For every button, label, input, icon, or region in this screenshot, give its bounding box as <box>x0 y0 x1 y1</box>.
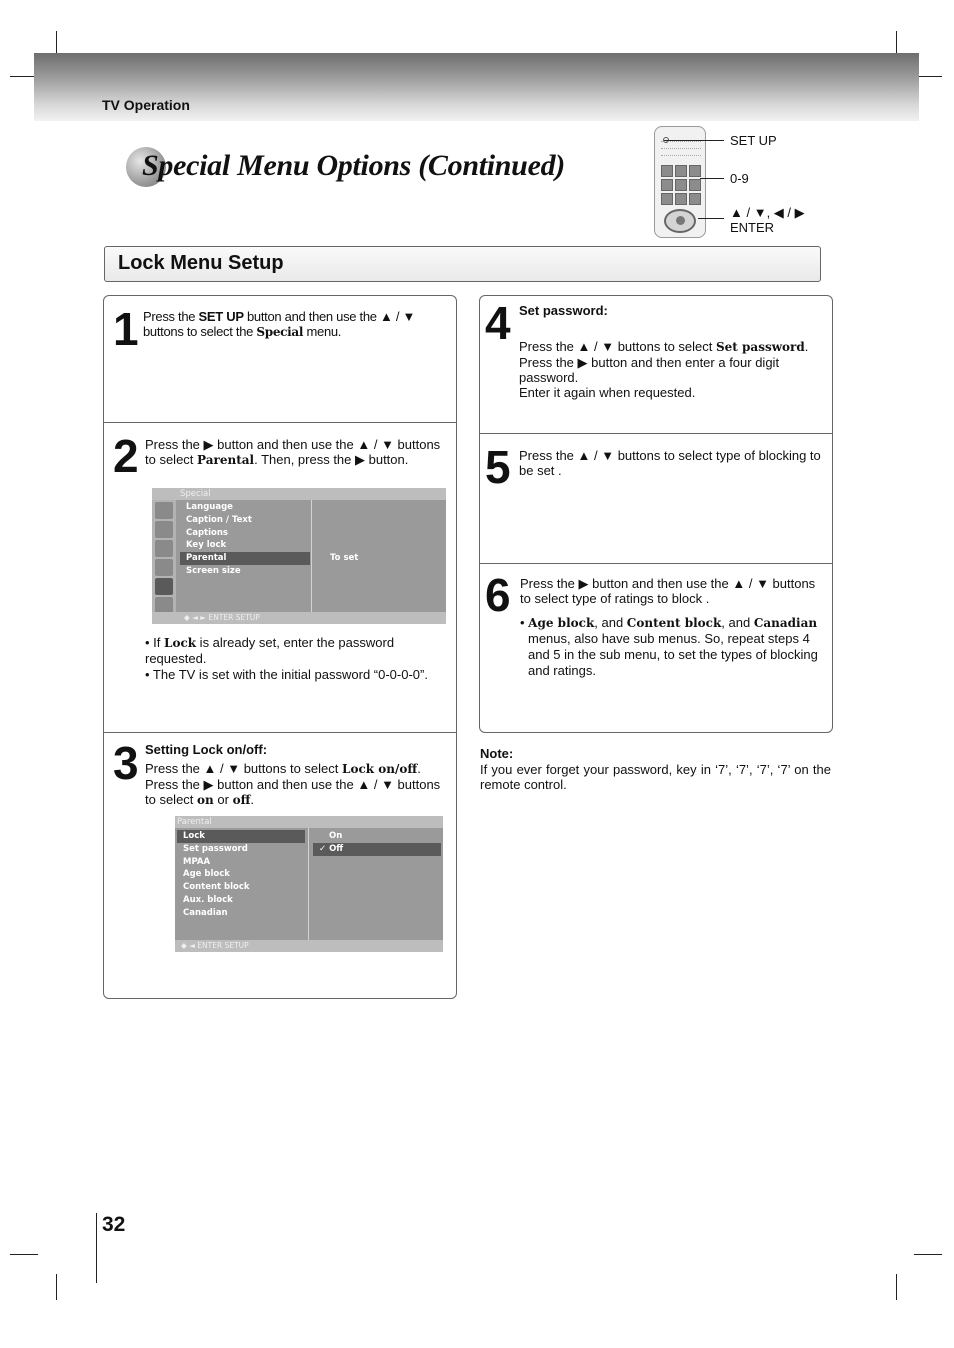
step-3-number: 3 <box>113 737 137 789</box>
step-6-text: Press the ▶ button and then use the ▲ / ▼ buttons to select type of ratings to block . <box>520 576 816 606</box>
step-4-heading: Set password: <box>519 303 608 318</box>
page-number: 32 <box>102 1213 126 1236</box>
osd-menu-item-selected: Lock <box>177 830 305 843</box>
osd-menu-item: Caption / Text <box>186 514 252 525</box>
osd-menu-item: Screen size <box>186 565 241 576</box>
page-title: Special Menu Options (Continued) <box>142 149 565 182</box>
crop-mark <box>56 1274 57 1300</box>
step-divider <box>104 422 456 423</box>
step-divider <box>480 563 832 564</box>
callout-line <box>664 140 724 141</box>
osd-menu-item: Captions <box>186 527 228 538</box>
remote-row <box>661 155 701 158</box>
osd-menu-item: Canadian <box>183 907 228 918</box>
osd-separator <box>311 500 312 612</box>
callout-setup-label: SET UP <box>730 133 777 148</box>
osd-menu-item: Language <box>186 502 233 512</box>
step-2-bullet-1: • If Lock is already set, enter the password requested. <box>145 635 395 666</box>
special-menu-osd <box>152 488 446 624</box>
note-heading: Note: <box>480 746 514 761</box>
step-1-number: 1 <box>113 303 137 355</box>
osd-right-value <box>324 552 358 565</box>
step-4-text: Press the ▲ / ▼ buttons to select Set password. Press the ▶ button and then enter a four digit password. Enter it again when requested. <box>519 339 809 400</box>
osd-icon-column <box>152 500 176 612</box>
osd-menu-item: MPAA <box>183 856 211 867</box>
page-number-rule <box>96 1213 97 1283</box>
step-2-text: Press the ▶ button and then use the ▲ / ▼ buttons to select Parental. Then, press the ▶ button. <box>145 437 441 467</box>
crop-mark <box>914 1254 942 1255</box>
osd-menu-item: Set password <box>183 843 248 854</box>
osd-menu-list <box>180 501 310 578</box>
osd-separator <box>308 828 309 940</box>
osd-menu-item: Content block <box>183 882 250 893</box>
step-6-number: 6 <box>485 569 509 621</box>
step-5-number: 5 <box>485 441 509 493</box>
step-divider <box>480 433 832 434</box>
step-6-bullet-cont: menus, also have sub menus. So, repeat steps 4 and 5 in the sub menu, to set the types of blocking and ratings. <box>528 631 818 678</box>
osd-footer: ◆ ◄ ENTER SETUP <box>175 940 443 952</box>
step-6-bullet: • Age block, and Content block, and Canadian menus, also have sub menus. So, repeat steps 4 and 5 in the sub menu, to set the types of blocking and ratings. <box>520 615 822 679</box>
osd-menu-item: Key lock <box>186 540 227 551</box>
note-text: If you ever forget your password, key in ‘7’, ‘7’, ‘7’, ‘7’ on the remote control. <box>480 762 831 792</box>
step-2-number: 2 <box>113 430 137 482</box>
parental-menu-osd <box>175 816 443 952</box>
osd-caption-icon <box>155 521 173 538</box>
remote-dpad-icon <box>664 209 696 233</box>
osd-menu-item: Aux. block <box>183 894 233 905</box>
osd-option-on: On <box>329 831 343 841</box>
section-label: TV Operation <box>102 97 190 113</box>
section-bar <box>104 246 821 282</box>
callout-line <box>700 178 724 179</box>
remote-control-icon <box>654 126 706 238</box>
callout-line <box>698 218 724 219</box>
step-3-text: Press the ▲ / ▼ buttons to select Lock on/off. Press the ▶ button and then use the ▲ / ▼ buttons to select on or off. <box>145 761 441 807</box>
remote-row <box>661 141 701 144</box>
callout-enter-label: ENTER <box>730 220 775 235</box>
callout-arrows-label: ▲ / ▼, ◀ / ▶ <box>730 205 805 220</box>
osd-language-icon <box>155 502 173 519</box>
osd-setup-icon <box>155 540 173 557</box>
callout-digits-label: 0-9 <box>730 171 749 186</box>
step-2-bullet-2: • The TV is set with the initial password “0-0-0-0”. <box>145 667 428 682</box>
step-5-text: Press the ▲ / ▼ buttons to select type of blocking to be set . <box>519 448 821 478</box>
remote-number-keys-icon <box>661 165 701 205</box>
crop-mark <box>896 1274 897 1300</box>
osd-option-off-selected: ✓ Off <box>313 843 441 856</box>
osd-header: Parental <box>175 816 443 828</box>
osd-menu-item-selected: Parental <box>180 552 310 565</box>
osd-footer: ◆ ◄ ► ENTER SETUP <box>152 612 446 624</box>
step-3-heading: Setting Lock on/off: <box>145 742 268 757</box>
osd-disc-icon <box>155 559 173 576</box>
step-1-text: Press the SET UP button and then use the ▲ / ▼ buttons to select the Special menu. <box>143 309 416 339</box>
osd-special-icon <box>155 578 173 595</box>
osd-value-to-set: To set <box>330 553 359 563</box>
osd-option-list <box>313 830 441 856</box>
osd-menu-item: Age block <box>183 869 230 880</box>
step-4-number: 4 <box>485 297 509 349</box>
section-bar-title: Lock Menu Setup <box>118 252 284 274</box>
osd-parental-list <box>177 830 305 920</box>
crop-mark <box>10 1254 38 1255</box>
osd-header: Special <box>152 488 446 500</box>
remote-row <box>661 148 701 151</box>
step-divider <box>104 732 456 733</box>
